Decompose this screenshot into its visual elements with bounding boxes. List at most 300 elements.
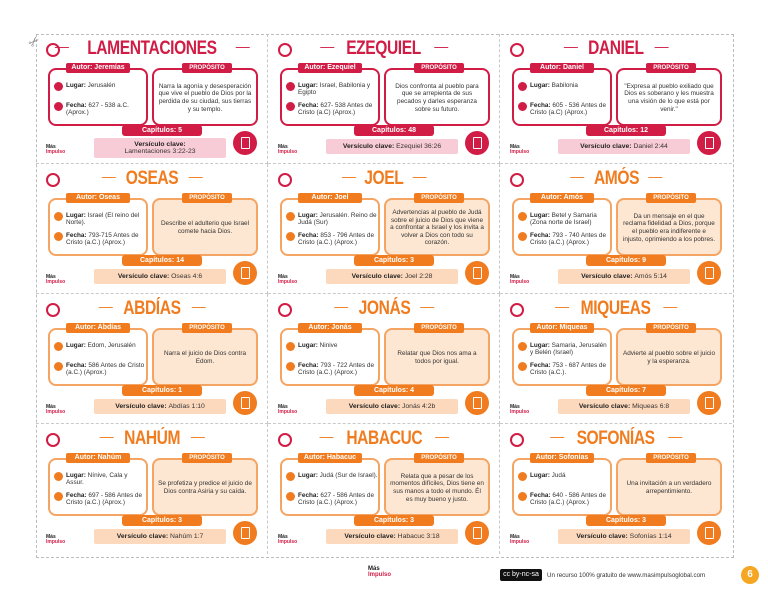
purpose-box [384,458,490,516]
book-name: JOEL [364,168,404,189]
key-verse-label: Versículo clave: [342,142,395,150]
calendar-icon [518,232,527,241]
place-value: Babilonia [551,82,578,89]
purpose-tag: PROPÓSITO [414,193,464,203]
book-name: HABACUC [346,428,422,449]
book-name: DANIEL [588,38,644,59]
author-tag [298,453,362,463]
key-verse [326,269,458,284]
date-label: Fecha: [530,232,551,239]
key-verse-label: Versículo clave: [348,402,401,410]
place-value: Edom, Jerusalén [87,342,136,349]
logo-line1: Más [46,144,56,150]
calendar-icon [286,492,295,501]
book-title [268,298,500,320]
key-verse [326,399,458,414]
logo-line1: Más [46,534,56,540]
date-label: Fecha: [66,362,87,369]
place-value: Israel (El reino del Norte). [66,212,140,227]
date-value: 627 - 538 a.C. (Aprox.) [66,102,129,117]
book-name: AMÓS [593,168,639,189]
chapters-value: 5 [178,127,183,134]
author-label: Autor: [74,324,96,331]
location-pin-icon [518,82,527,91]
document-icon [697,131,721,155]
location-pin-icon [54,472,63,481]
book-card [500,424,732,554]
footer-logo-line2: Impulso [368,572,392,578]
place-value: Samaria, Jerusalén y Belén (Israel) [530,342,607,357]
place-label: Lugar: [66,472,86,479]
key-verse-value: Ezequiel 36:26 [396,142,442,150]
date-label: Fecha: [530,102,551,109]
key-verse [558,399,690,414]
title-dash-right: — [235,38,250,54]
place-label: Lugar: [530,212,550,219]
location-pin-icon [286,472,295,481]
book-card [36,294,268,424]
purpose-text: Advierte al pueblo sobre el juicio y la esperanza. [622,350,715,365]
logo-line1: Más [278,404,288,410]
book-card [500,34,732,164]
chapters-label: Capítulos: [605,517,641,524]
author-value: Abdías [97,324,122,331]
chapters-badge [122,125,202,136]
calendar-icon [518,362,527,371]
book-title [36,298,268,320]
book-name: SOFONÍAS [576,428,656,449]
purpose-text: Se profetiza y predice el juicio de Dios contra Asiria y su caída. [158,480,252,495]
author-tag [66,323,130,333]
logo-line1: Más [278,274,288,280]
date-value: 640 - 586 Antes de Cristo (a.C.) (Aprox.) [530,492,607,507]
book-title [268,168,500,190]
document-icon [233,521,257,545]
chapters-value: 12 [640,127,648,134]
book-title [36,38,268,60]
author-value: Amós [563,194,584,201]
chapters-value: 1 [178,387,183,394]
chapters-badge [586,125,666,136]
chapters-badge [586,515,666,526]
logo-line2: Impulso [278,149,298,155]
date-label: Fecha: [298,362,319,369]
brand-logo [278,405,297,415]
brand-logo [46,405,65,415]
key-verse-value: Sofonías 1:14 [629,532,672,540]
key-verse-label: Versículo clave: [115,402,167,410]
key-verse-label: Versículo clave: [116,532,169,540]
location-pin-icon [518,342,527,351]
chapters-badge [122,255,202,266]
logo-line1: Más [46,404,56,410]
author-label: Autor: [535,454,557,461]
author-label: Autor: [540,64,562,71]
calendar-icon [286,102,295,111]
purpose-tag: PROPÓSITO [646,323,696,333]
author-tag [66,453,130,463]
location-pin-icon [518,472,527,481]
key-verse-label: Versículo clave: [117,272,170,280]
purpose-box [384,198,490,256]
brand-logo [510,405,529,415]
logo-line2: Impulso [46,409,66,415]
author-label: Autor: [76,194,97,201]
chapters-value: 9 [642,257,647,264]
date-value: 753 - 687 Antes de Cristo (a.C.). [530,362,607,377]
logo-line1: Más [510,404,520,410]
key-verse-value: Oseas 4:6 [171,272,203,280]
chapters-value: 14 [176,257,184,264]
document-icon [697,261,721,285]
info-box [280,198,380,256]
purpose-text: "Expresa al pueblo exiliado que Dios es soberano y les muestra una visión de lo que está por venir." [624,82,714,113]
book-card [500,164,732,294]
purpose-box [152,458,258,516]
author-label: Autor: [540,194,562,201]
place-label: Lugar: [298,342,318,349]
purpose-tag: PROPÓSITO [182,193,232,203]
book-card [268,424,500,554]
logo-line2: Impulso [510,279,530,285]
chapters-label: Capítulos: [141,517,177,524]
chapters-badge [122,515,202,526]
info-box [512,328,612,386]
title-dash-right: — [654,38,669,54]
info-box [48,458,148,516]
place-label: Lugar: [298,472,318,479]
place-value: Judá (Sur de Israel). [319,472,378,479]
key-verse-label: Versículo clave: [134,140,186,148]
chapters-label: Capítulos: [372,127,407,134]
place-label: Lugar: [530,342,550,349]
brand-logo [510,275,529,285]
author-label: Autor: [71,64,93,71]
title-dash-right: — [648,168,662,184]
place-label: Lugar: [530,472,550,479]
brand-logo [278,275,297,285]
purpose-text: Advertencias al pueblo de Judá sobre el juicio de Dios que viene a confrontar a Israel y los invita a volver a Dios con todo su corazón. [390,209,484,247]
logo-line2: Impulso [46,539,66,545]
logo-line2: Impulso [510,149,530,155]
logo-line1: Más [278,144,288,150]
date-value: 605 - 536 Antes de Cristo (a.C) (Aprox.) [530,102,607,117]
purpose-tag: PROPÓSITO [182,323,232,333]
date-label: Fecha: [530,362,551,369]
title-dash-left: — [334,298,348,314]
chapters-value: 48 [408,127,416,134]
date-label: Fecha: [298,232,319,239]
logo-line1: Más [510,274,520,280]
place-label: Lugar: [66,212,86,219]
title-dash-left: — [98,298,113,314]
book-card [500,294,732,424]
key-verse [94,529,226,544]
book-title [500,168,732,190]
purpose-tag: PROPÓSITO [414,63,464,73]
author-label: Autor: [536,324,558,331]
logo-line2: Impulso [510,539,530,545]
logo-line2: Impulso [278,539,298,545]
title-dash-right: — [668,428,682,444]
date-value: 586 Antes de Cristo (a.C.) (Aprox.) [66,362,145,377]
place-label: Lugar: [298,212,318,219]
logo-line2: Impulso [46,149,66,155]
book-title [500,298,732,320]
document-icon [465,131,489,155]
place-value: Jerusalén [87,82,116,89]
place-value: Jerusalén. Reino de Judá (Sur) [298,212,377,227]
title-dash-left: — [319,428,333,444]
calendar-icon [286,362,295,371]
author-tag [298,323,362,333]
location-pin-icon [286,82,295,91]
key-verse-label: Versículo clave: [344,532,396,540]
document-icon [697,391,721,415]
place-value: Israel, Babilonia y Egipto [298,82,371,97]
date-value: 793-715 Antes de Cristo (a.C.) (Aprox.) [66,232,139,247]
chapters-badge [354,255,434,266]
chapters-label: Capítulos: [141,127,177,134]
purpose-text: Dios confronta al pueblo para que se arrepienta de sus pecados y darles esperanza sobre su futuro. [395,82,479,113]
author-tag [298,193,362,203]
author-tag [530,63,594,73]
place-value: Betel y Samaria (Zona norte de Israel) [530,212,597,227]
place-label: Lugar: [66,342,86,349]
title-dash-right: — [191,298,206,314]
credit-text[interactable]: Un recurso 100% gratuito de www.masimpulsoglobal.com [547,572,706,579]
book-title [268,428,500,450]
purpose-tag: PROPÓSITO [414,453,464,463]
book-card [268,294,500,424]
logo-line1: Más [46,274,56,280]
book-name: LAMENTACIONES [87,38,217,59]
key-verse-value: Amós 5:14 [634,272,667,280]
title-dash-left: — [570,168,584,184]
book-name: MIQUEAS [581,298,651,319]
chapters-badge [586,255,666,266]
logo-line1: Más [510,534,520,540]
info-box [48,68,148,126]
date-label: Fecha: [66,232,87,239]
chapters-badge [122,385,202,396]
author-label: Autor: [304,64,326,71]
date-value: 627- 538 Antes de Cristo (a.C) (Aprox.) [298,102,373,117]
brand-logo [510,535,529,545]
document-icon [465,521,489,545]
key-verse-label: Versículo clave: [351,272,403,280]
title-dash-right: — [434,38,448,54]
brand-logo [46,275,65,285]
date-label: Fecha: [66,102,87,109]
key-verse [558,529,690,544]
book-title [36,168,268,190]
author-tag [298,63,362,73]
book-name: NAHÚM [124,428,180,449]
info-box [280,68,380,126]
title-dash-right: — [420,298,434,314]
chapters-value: 3 [410,517,415,524]
book-name: ABDÍAS [123,298,181,319]
key-verse-label: Versículo clave: [578,402,631,410]
page-number: 6 [741,566,759,584]
date-value: 627 - 586 Antes de Cristo (a.C.) (Aprox.) [298,492,375,507]
info-box [280,328,380,386]
chapters-value: 3 [642,517,647,524]
key-verse-label: Versículo clave: [581,272,633,280]
footer-logo [368,566,391,578]
chapters-label: Capítulos: [373,517,409,524]
book-title [268,38,500,60]
key-verse-value: Lamentaciones 3:22-23 [124,148,196,155]
key-verse-label: Versículo clave: [580,142,632,150]
location-pin-icon [54,342,63,351]
location-pin-icon [286,342,295,351]
chapters-value: 7 [642,387,647,394]
logo-line2: Impulso [510,409,530,415]
title-dash-right: — [435,428,449,444]
logo-line1: Más [510,144,520,150]
chapters-value: 4 [410,387,415,394]
book-card [268,34,500,164]
title-dash-right: — [412,168,427,184]
title-dash-left: — [320,38,334,54]
calendar-icon [54,102,63,111]
author-value: Habacuc [326,454,357,461]
document-icon [697,521,721,545]
title-dash-left: — [99,428,114,444]
title-dash-left: — [550,428,564,444]
title-dash-left: — [563,38,578,54]
book-card [36,34,268,164]
place-value: Judá [551,472,566,479]
purpose-box [152,328,258,386]
document-icon [465,391,489,415]
key-verse-label: Versículo clave: [576,532,628,540]
purpose-box [384,68,490,126]
key-verse [558,269,690,284]
calendar-icon [54,232,63,241]
title-dash-right: — [190,428,205,444]
key-verse [558,139,690,154]
author-value: Jonás [331,324,352,331]
document-icon [233,261,257,285]
purpose-text: Da un mensaje en el que reclama fidelidad a Dios, porque el pueblo era indiferente e injusto, oprimiendo a los pobres. [622,212,715,243]
author-value: Joel [334,194,349,201]
chapters-label: Capítulos: [605,257,641,264]
chapters-badge [354,385,434,396]
date-label: Fecha: [298,492,319,499]
info-box [512,198,612,256]
key-verse [94,138,226,158]
key-verse-value: Habacuc 3:18 [397,532,440,540]
info-box [512,458,612,516]
key-verse [94,399,226,414]
location-pin-icon [518,212,527,221]
author-value: Oseas [98,194,120,201]
purpose-tag: PROPÓSITO [646,63,696,73]
author-tag [530,323,594,333]
author-tag [66,63,130,73]
author-tag [66,193,130,203]
purpose-box [152,68,258,126]
purpose-tag: PROPÓSITO [414,323,464,333]
chapters-badge [354,125,434,136]
logo-line2: Impulso [278,279,298,285]
date-label: Fecha: [530,492,551,499]
title-dash-right: — [663,298,677,314]
chapters-label: Capítulos: [373,257,409,264]
key-verse-value: Daniel 2:44 [633,142,668,150]
location-pin-icon [286,212,295,221]
book-card [36,164,268,294]
info-box [48,328,148,386]
key-verse [326,529,458,544]
author-value: Jeremías [94,64,125,71]
purpose-tag: PROPÓSITO [646,193,696,203]
book-name: JONÁS [358,298,410,319]
chapters-badge [586,385,666,396]
author-value: Sofonías [558,454,589,461]
chapters-label: Capítulos: [141,387,177,394]
purpose-tag: PROPÓSITO [182,63,232,73]
author-label: Autor: [311,194,333,201]
author-label: Autor: [303,454,325,461]
purpose-text: Narra la agonía y desesperación que vive el pueblo de Dios por la perdida de su ciudad, sus tierras y su templo. [158,82,252,113]
chapters-badge [354,515,434,526]
calendar-icon [54,492,63,501]
document-icon [233,391,257,415]
place-label: Lugar: [298,82,318,89]
chapters-label: Capítulos: [140,257,175,264]
purpose-text: Relatar que Dios nos ama a todos por igual. [397,350,477,365]
footer-logo-line1: Más [368,566,380,572]
book-title [36,428,268,450]
title-dash-right: — [188,168,203,184]
date-value: 793 - 722 Antes de Cristo (a.C.) (Aprox.) [298,362,375,377]
author-value: Nahúm [97,454,122,461]
key-verse [94,269,226,284]
purpose-box [616,328,722,386]
purpose-tag: PROPÓSITO [182,453,232,463]
chapters-label: Capítulos: [605,387,641,394]
chapters-label: Capítulos: [604,127,639,134]
key-verse-value: Abdías 1:10 [168,402,205,410]
title-dash-left: — [101,168,116,184]
author-value: Miqueas [559,324,588,331]
chapters-value: 3 [178,517,183,524]
purpose-text: Narra el juicio de Dios contra Edom. [163,350,247,365]
key-verse-value: Jonás 4:2b [402,402,436,410]
brand-logo [278,145,297,155]
calendar-icon [518,492,527,501]
author-label: Autor: [74,454,96,461]
place-value: Nínive, Cala y Assur. [66,472,128,487]
calendar-icon [518,102,527,111]
title-dash-left: — [341,168,356,184]
title-dash-left: — [555,298,569,314]
key-verse-value: Miqueas 6:8 [632,402,670,410]
date-value: 793 - 740 Antes de Cristo (a.C.) (Aprox.) [530,232,607,247]
info-box [512,68,612,126]
key-verse-value: Joel 2:28 [404,272,433,280]
date-value: 853 - 796 Antes de Cristo (a.C.) (Aprox.) [298,232,375,247]
book-name: OSEAS [125,168,179,189]
calendar-icon [54,362,63,371]
purpose-box [616,458,722,516]
location-pin-icon [54,212,63,221]
title-dash-left: — [54,38,69,54]
